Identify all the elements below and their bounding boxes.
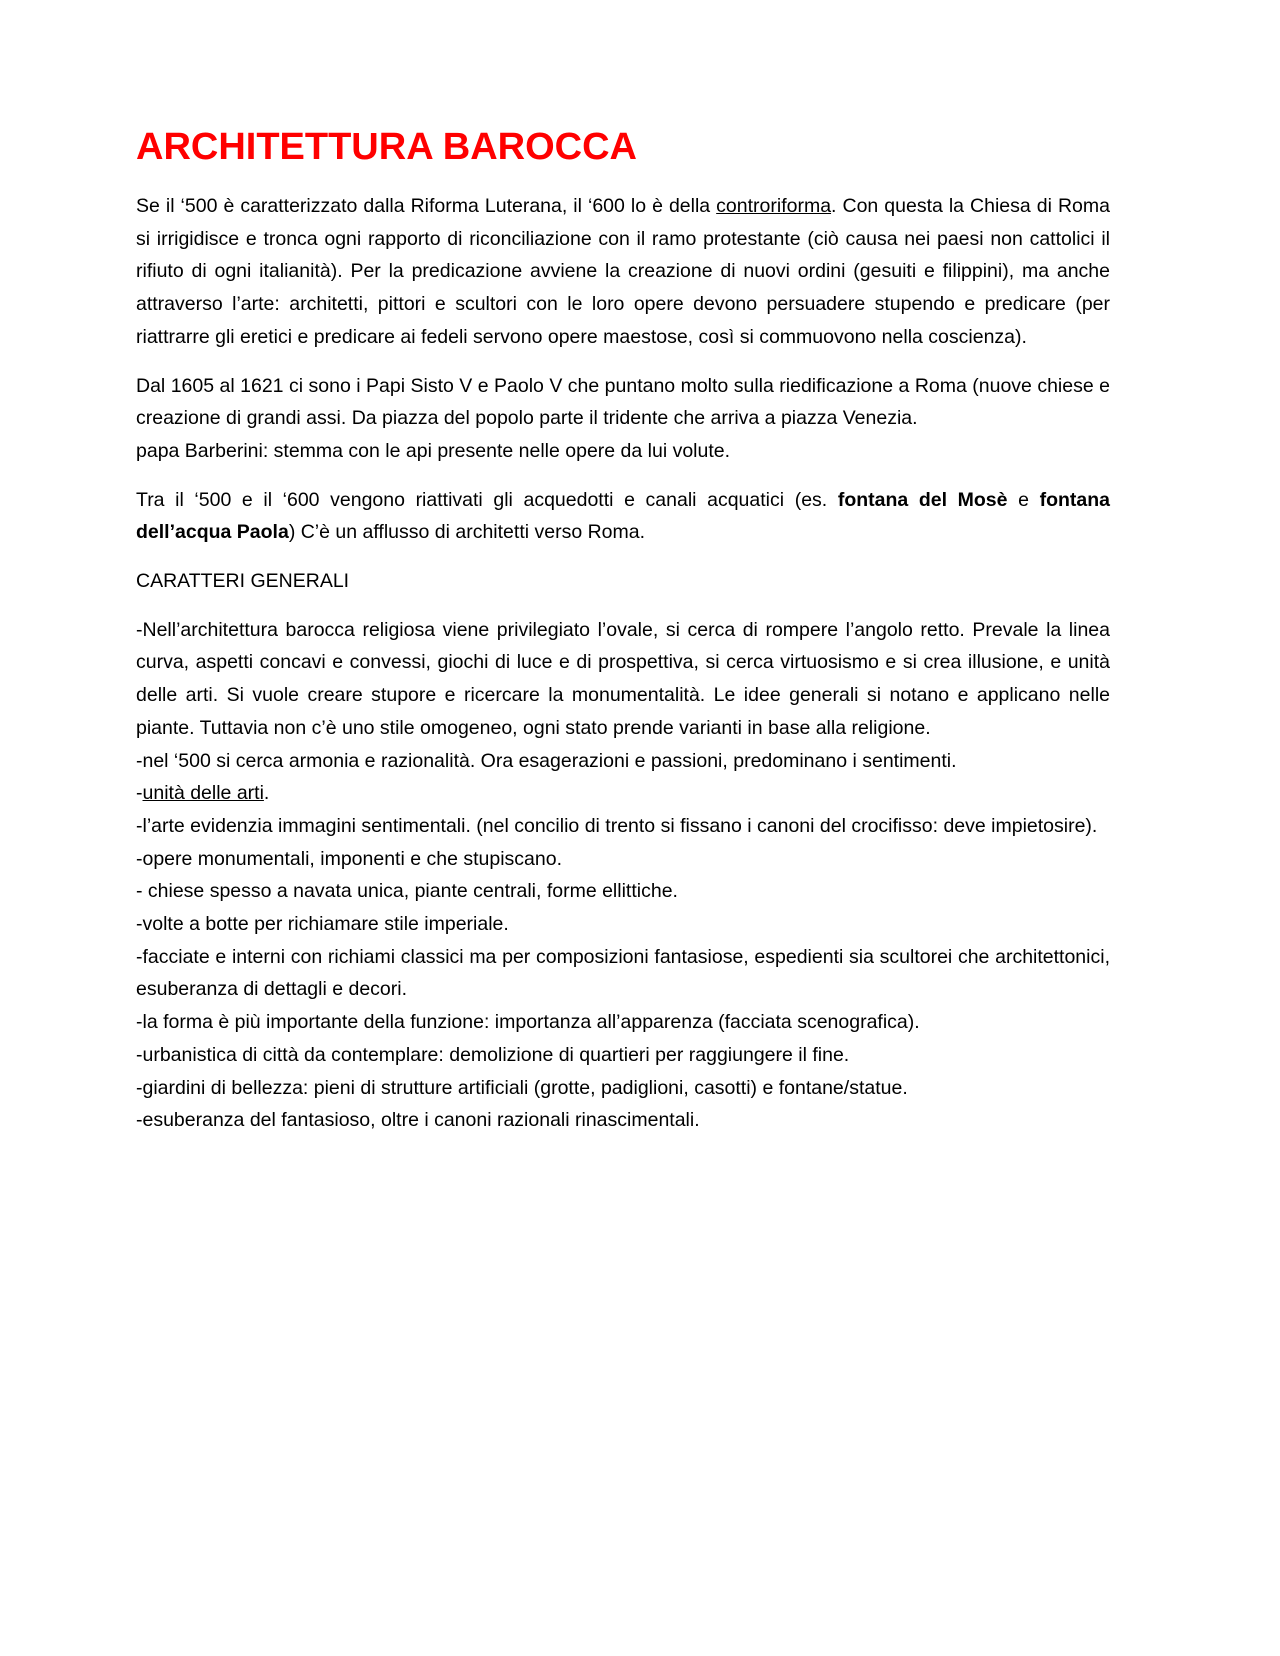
list-item: -l’arte evidenzia immagini sentimentali. (nel concilio di trento si fissano i canoni del crocifisso: deve impietosire).: [136, 814, 1098, 837]
list-item: -nel ‘500 si cerca armonia e razionalità. Ora esagerazioni e passioni, predominano i sentimenti.: [136, 749, 957, 772]
characteristics-list: [136, 614, 1110, 1137]
paragraph-acquedotti: [136, 484, 1110, 549]
paragraph-text: . Con questa la Chiesa di Roma si irrigidisce e tronca ogni rapporto di riconciliazione con il ramo protestante (ciò causa nei paesi non cattolici il rifiuto di ogni italianità). Per la predicazione avviene la creazione di nuovi ordini (gesuiti e filippini), ma anche attraverso l’arte: architetti, pittori e scultori con le loro opere devono persuadere stupendo e predicare (per riattrarre gli eretici e predicare ai fedeli servono opere maestose, così si commuovono nella coscienza).: [136, 195, 1110, 348]
list-item: - chiese spesso a navata unica, piante centrali, forme ellittiche.: [136, 880, 678, 903]
list-item: -urbanistica di città da contemplare: demolizione di quartieri per raggiungere il fine.: [136, 1043, 850, 1066]
paragraph-papi: Dal 1605 al 1621 ci sono i Papi Sisto V e Paolo V che puntano molto sulla riedificazione a Roma (nuove chiese e creazione di grandi assi. Da piazza del popolo parte il tridente che arriva a piazza Venezia.: [136, 374, 1110, 430]
document-page: [136, 118, 1110, 1137]
list-item-text: -: [136, 782, 143, 805]
list-item: -facciate e interni con richiami classici ma per composizioni fantasiose, espedienti sia scultorei che architettonici, esuberanza di dettagli e decori.: [136, 945, 1110, 1001]
paragraph-text: ) C’è un afflusso di architetti verso Roma.: [288, 521, 646, 544]
paragraph-controriforma: [136, 190, 1110, 354]
list-item: -esuberanza del fantasioso, oltre i canoni razionali rinascimentali.: [136, 1109, 700, 1132]
underlined-term-controriforma: controriforma: [716, 195, 832, 217]
bold-term-fontana-mose: fontana del Mosè: [837, 488, 1008, 511]
paragraph-text: e: [1007, 488, 1040, 511]
list-item: -opere monumentali, imponenti e che stupiscano.: [136, 847, 562, 870]
paragraph-text: Se il ‘500 è caratterizzato dalla Riforma Luterana, il ‘600 lo è della: [136, 195, 717, 217]
list-item: -Nell’architettura barocca religiosa viene privilegiato l’ovale, si cerca di rompere l’angolo retto. Prevale la linea curva, aspetti concavi e convessi, giochi di luce e di prospettiva, si cerca virtuosismo e si crea illusione, e unità delle arti. Si vuole creare stupore e ricercare la monumentalità. Le idee generali si notano e applicano nelle piante. Tuttavia non c’è uno stile omogeneo, ogni stato prende varianti in base alla religione.: [136, 618, 1110, 739]
paragraph-text: Tra il ‘500 e il ‘600 vengono riattivati gli acquedotti e canali acquatici (es.: [136, 488, 838, 511]
document-title: ARCHITETTURA BAROCCA: [136, 126, 637, 168]
list-item: -giardini di bellezza: pieni di strutture artificiali (grotte, padiglioni, casotti) e fontane/statue.: [136, 1076, 908, 1099]
list-item: -volte a botte per richiamare stile imperiale.: [136, 913, 509, 936]
list-item: [136, 777, 1110, 810]
list-item: -la forma è più importante della funzione: importanza all’apparenza (facciata scenografica).: [136, 1011, 920, 1034]
underlined-term-unita-arti: unità delle arti: [142, 782, 264, 805]
list-item-text: .: [263, 782, 270, 805]
bold-term-fontana-acqua-paola: fontana dell’acqua Paola: [136, 488, 1110, 544]
paragraph-barberini: papa Barberini: stemma con le api presente nelle opere da lui volute.: [136, 439, 731, 462]
section-heading: CARATTERI GENERALI: [136, 570, 350, 593]
